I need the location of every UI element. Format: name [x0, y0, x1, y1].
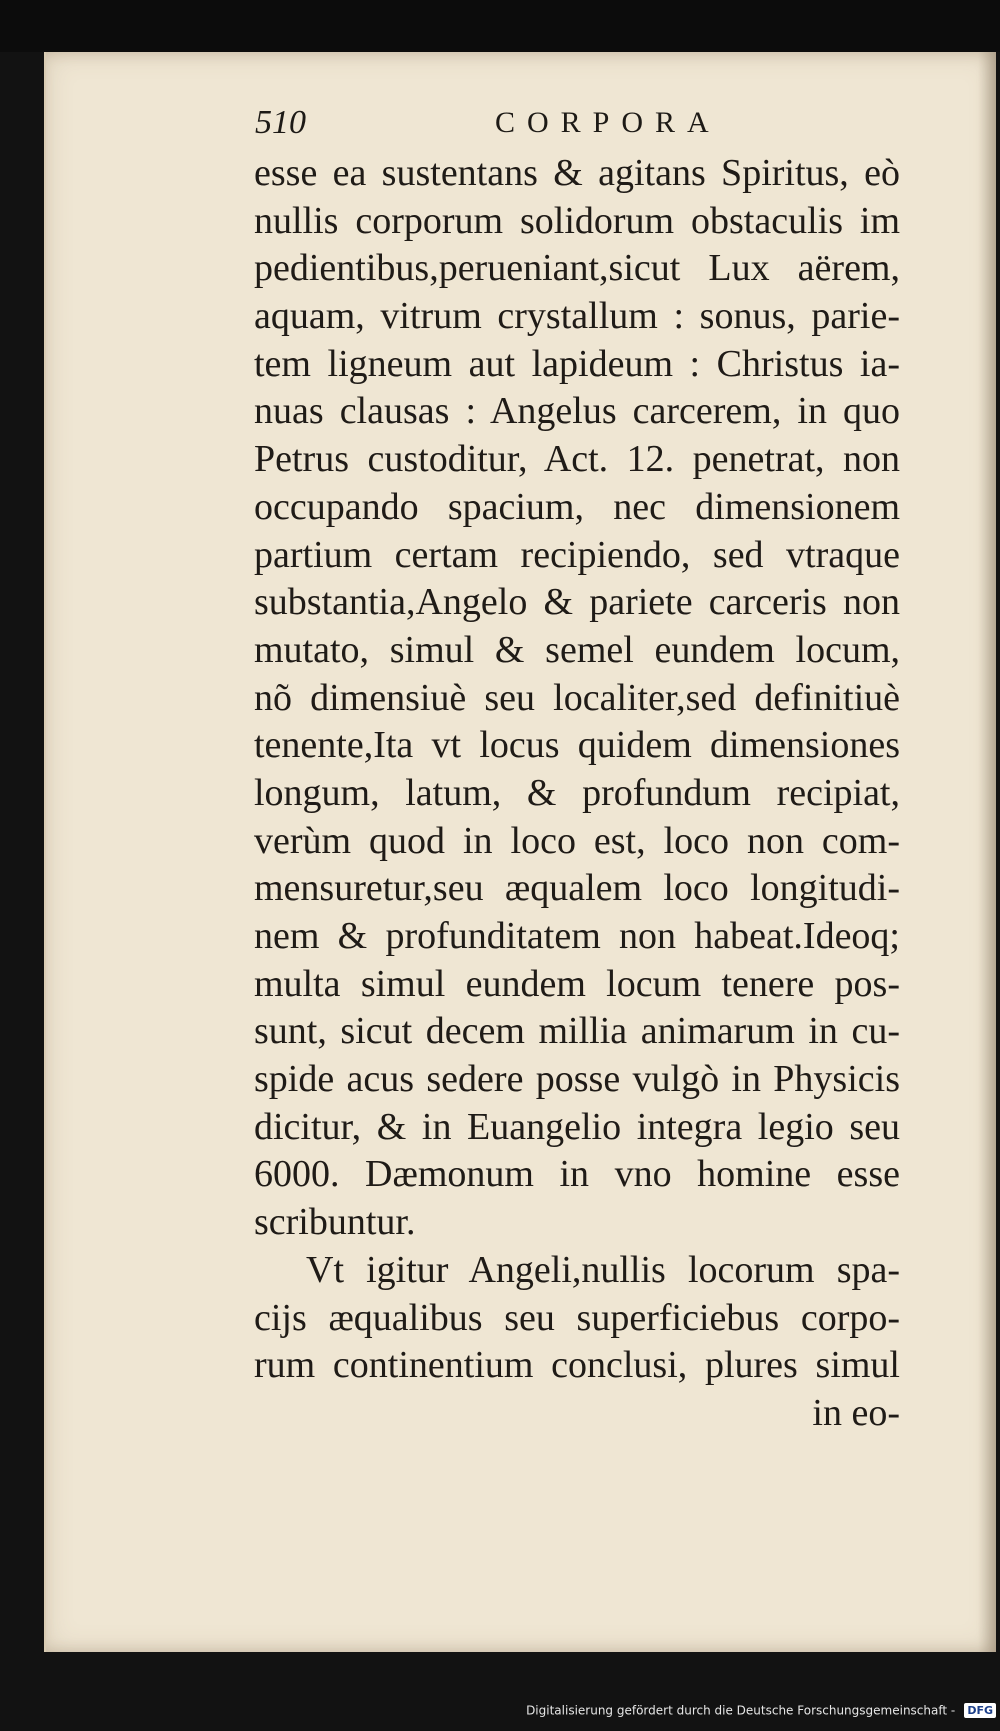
text-line: tem ligneum aut lapideum : Christus ia- [254, 342, 900, 385]
text-line: spide acus sedere posse vulgò in Physicis [254, 1058, 900, 1101]
text-line: sunt, sicut decem millia animarum in cu- [254, 1010, 900, 1053]
text-line: nem & profunditatem non habeat.Ideoq; [254, 915, 900, 957]
text-line: tenente,Ita vt locus quidem dimensiones [254, 724, 900, 767]
text-line-paragraph-end: scribuntur. [254, 1201, 416, 1244]
text-line: dicitur, & in Euangelio integra legio seu [254, 1105, 900, 1148]
text-line: mensuretur,seu æqualem loco longitudi- [254, 867, 900, 910]
text-line: partium certam recipiendo, sed vtraque [254, 533, 900, 576]
text-line: mutato, simul & semel eundem locum, [254, 628, 900, 671]
text-line: cijs æqualibus seu superficiebus corpo- [254, 1296, 900, 1339]
text-line: Petrus custoditur, Act. 12. penetrat, non [254, 438, 900, 481]
text-line: verùm quod in loco est, loco non com- [254, 819, 900, 862]
text-line: nuas clausas : Angelus carcerem, in quo [254, 390, 900, 433]
book-page [44, 52, 996, 1652]
text-line: pedientibus,perueniant,sicut Lux aërem, [254, 247, 900, 290]
running-title: CORPORA [495, 106, 721, 139]
running-head [255, 104, 795, 148]
page-edge-shadow [978, 52, 996, 1652]
text-line: aquam, vitrum crystallum : sonus, parie- [254, 295, 900, 338]
body-text [254, 150, 900, 1438]
text-line: esse ea sustentans & agitans Spiritus, eò [254, 152, 900, 194]
dfg-logo-icon: DFG [964, 1703, 996, 1718]
text-line: nõ dimensiuè seu localiter,sed definitiuè [254, 676, 900, 719]
text-line: substantia,Angelo & pariete carceris non [254, 581, 900, 624]
catchword: in eo- [812, 1391, 900, 1434]
text-line: nullis corporum solidorum obstaculis im [254, 199, 900, 242]
text-line: 6000. Dæmonum in vno homine esse [254, 1153, 900, 1196]
page-number: 510 [255, 104, 306, 141]
digitization-footer [0, 1700, 996, 1724]
text-line-paragraph-start: Vt igitur Angeli,nullis locorum spa- [306, 1248, 900, 1291]
text-line: multa simul eundem locum tenere pos- [254, 962, 900, 1005]
scan-top-strip [0, 0, 1000, 52]
text-line: longum, latum, & profundum recipiat, [254, 771, 900, 814]
text-line: occupando spacium, nec dimensionem [254, 485, 900, 528]
footer-credit: Digitalisierung gefördert durch die Deutsche Forschungsgemeinschaft - [526, 1703, 956, 1718]
text-line: rum continentium conclusi, plures simul [254, 1344, 900, 1387]
